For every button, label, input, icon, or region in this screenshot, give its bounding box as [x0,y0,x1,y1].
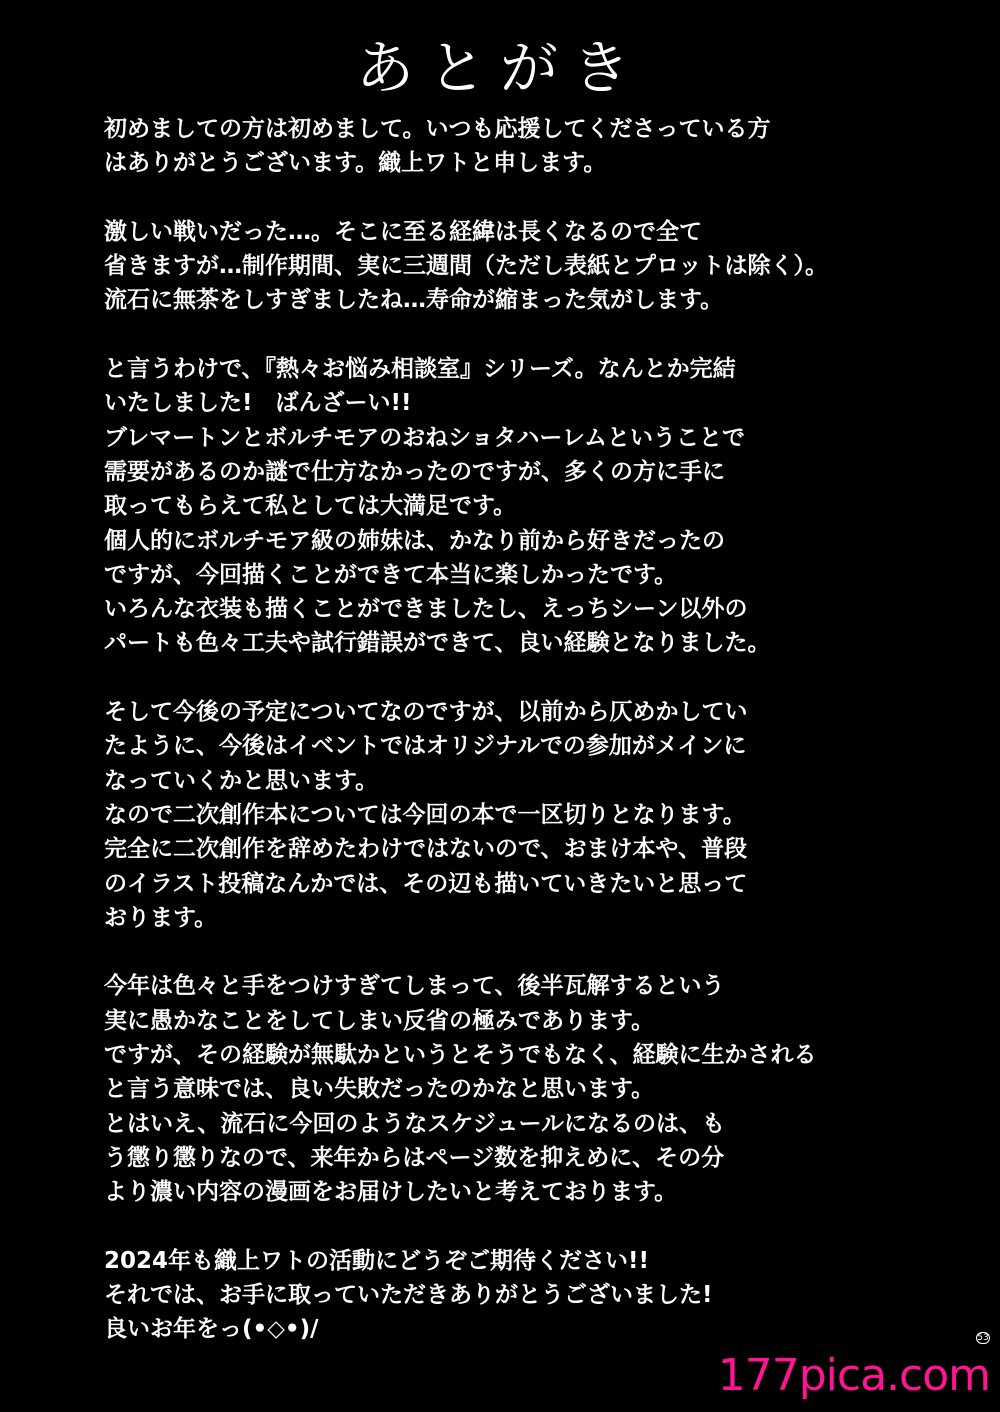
text-line: ですが、今回描くことができて本当に楽しかったです。 [104,561,678,588]
text-line: たように、今後はイベントではオリジナルでの参加がメインに [104,733,747,760]
text-line: なので二次創作本については今回の本で一区切りとなります。 [104,801,746,828]
paragraph-2 [104,215,974,318]
text-line: 省きますが…制作期間、実に三週間（ただし表紙とプロットは除く）。 [104,253,829,280]
text-line: はありがとうございます。織上ワトと申します。 [104,150,607,177]
text-line: ブレマートンとボルチモアのおねショタハーレムということで [104,424,746,451]
text-line: 流石に無茶をしすぎましたね…寿命が縮まった気がします。 [104,287,724,314]
paragraph-6 [104,1244,974,1347]
text-line: ですが、その経験が無駄かというとそうでもなく、経験に生かされる [104,1042,817,1069]
text-line: なっていくかと思います。 [104,767,379,794]
text-line: 2024年も織上ワトの活動にどうぞご期待ください!! [104,1247,649,1274]
text-line: 良いお年をっ(•◇•)/ [104,1316,319,1343]
text-line: と言う意味では、良い失敗だったのかなと思います。 [104,1076,655,1103]
text-line: パートも色々工夫や試行錯誤ができて、良い経験となりました。 [104,630,771,657]
text-line: 需要があるのか謎で仕方なかったのですが、多くの方に手に [104,458,725,485]
text-line: そして今後の予定についてなのですが、以前から仄めかしてい [104,699,748,726]
text-line: 実に愚かなことをしてしまい反省の極みであります。 [104,1007,655,1034]
paragraph-4 [104,695,974,935]
text-line: 取ってもらえて私としては大満足です。 [104,493,517,520]
text-line: いたしました! ばんざーい!! [104,390,412,417]
text-line: 初めましての方は初めまして。いつも応援してくださっている方 [104,116,771,142]
page-number: 53 [977,1333,989,1343]
text-line: より濃い内容の漫画をお届けしたいと考えております。 [104,1179,678,1206]
text-line: 完全に二次創作を辞めたわけではないので、おまけ本や、普段 [104,836,748,863]
text-line: おります。 [104,904,218,931]
paragraph-5 [104,969,974,1209]
text-line: と言うわけで、『熱々お悩み相談室』シリーズ。なんとか完結 [104,356,736,383]
text-line: それでは、お手に取っていただきありがとうございました! [104,1282,713,1309]
text-line: 個人的にボルチモア級の姉妹は、かなり前から好きだったの [104,527,725,554]
paragraph-1 [104,112,974,181]
text-line: 今年は色々と手をつけすぎてしまって、後半瓦解するという [104,973,725,1000]
text-line: 激しい戦いだった…。そこに至る経緯は長くなるので全て [104,218,702,245]
watermark: 177pica.com [717,1350,990,1401]
paragraph-3 [104,352,974,661]
text-line: のイラスト投稿なんかでは、その辺も描いていきたいと思って [104,870,748,897]
afterword-body [104,112,974,1381]
text-line: いろんな衣装も描くことができましたし、えっちシーン以外の [104,596,748,623]
text-line: とはいえ、流石に今回のようなスケジュールになるのは、も [104,1110,725,1137]
text-line: う懲り懲りなので、来年からはページ数を抑えめに、その分 [104,1144,725,1171]
page-title: あとがき [355,34,644,102]
